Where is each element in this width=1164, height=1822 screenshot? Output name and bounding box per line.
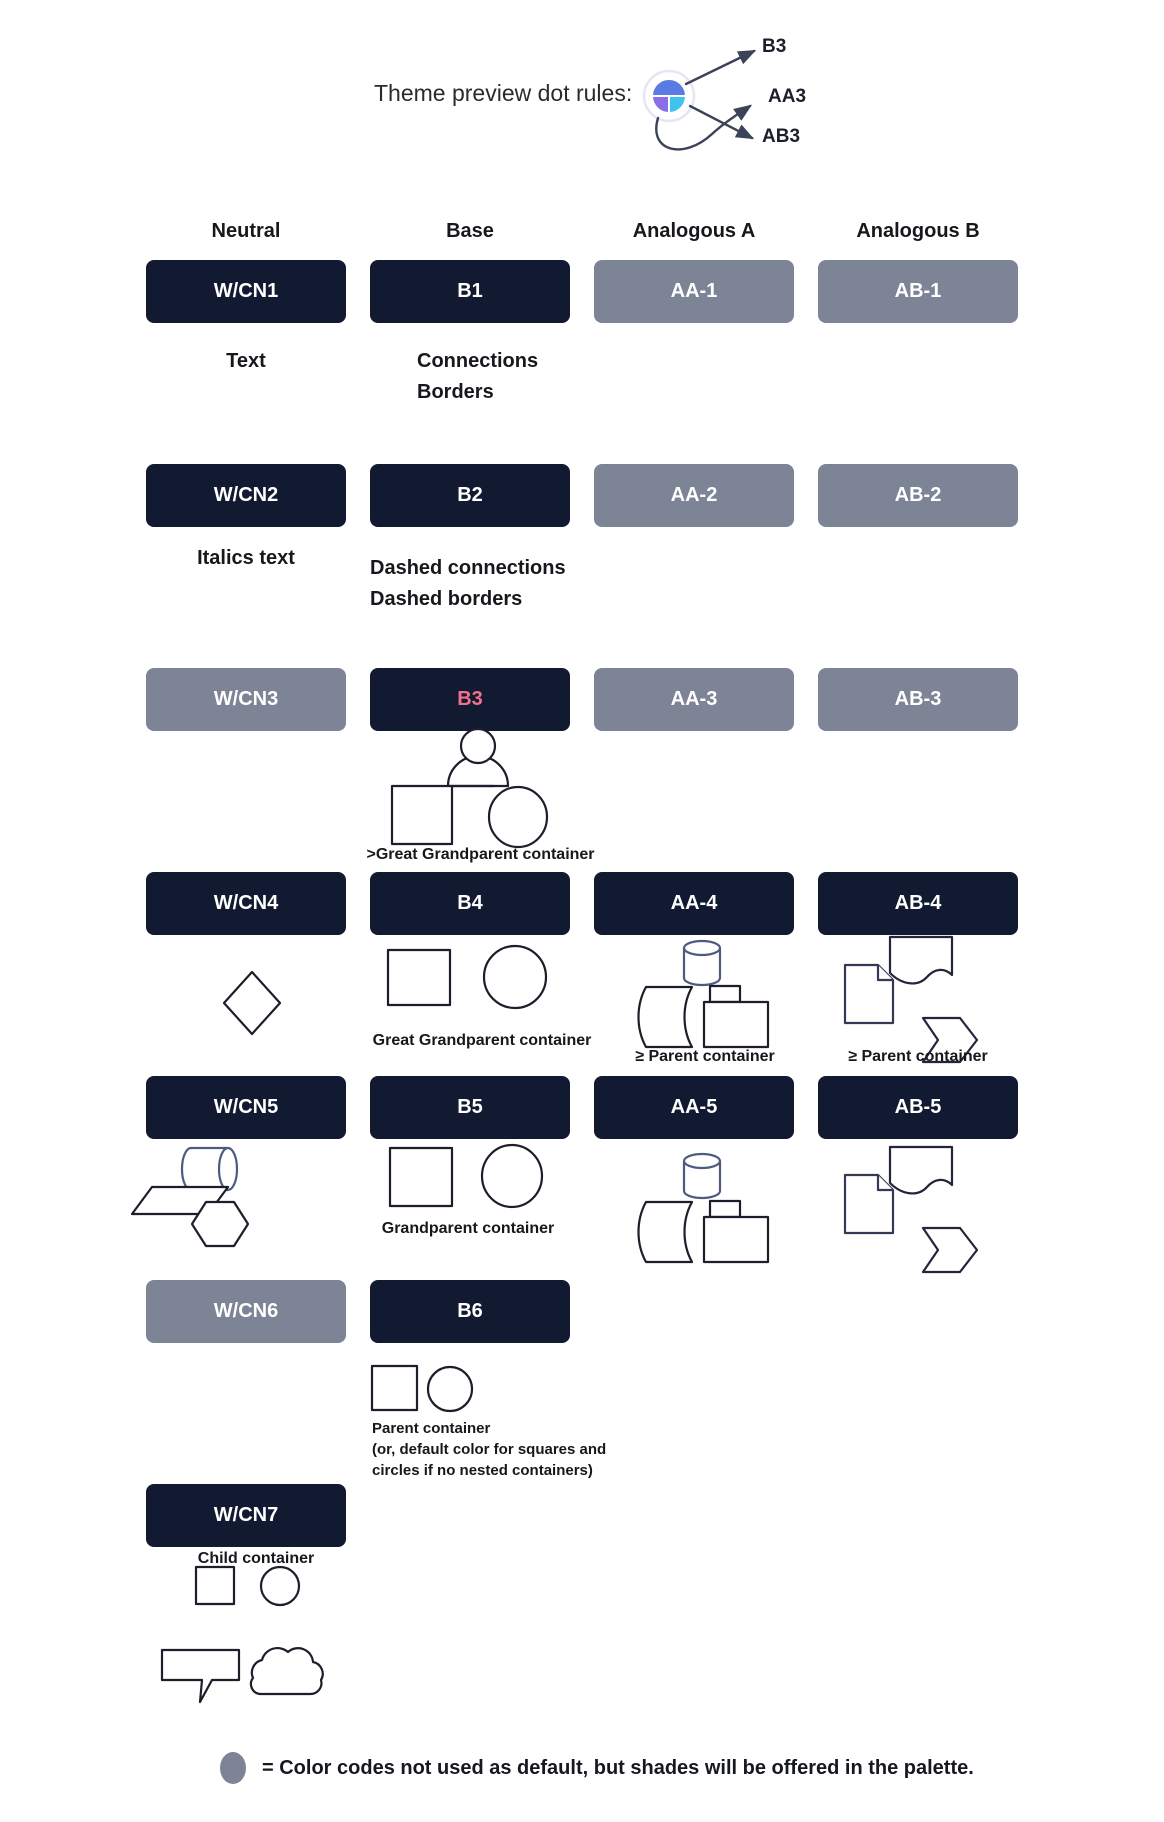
caption-great-grandparent-gt: >Great Grandparent container <box>366 846 595 863</box>
chip-wcn5: W/CN5 <box>146 1076 346 1139</box>
tab-rectangle-icon <box>710 986 740 1002</box>
wcn4-shape-group <box>220 970 290 1040</box>
page-title: Theme preview dot rules: <box>374 80 633 106</box>
caption-borders: Borders <box>417 381 494 403</box>
chip-ab3: AB-3 <box>818 668 1018 731</box>
wcn7-extra-shape-group <box>150 1630 340 1715</box>
chip-b5: B5 <box>370 1076 570 1139</box>
chip-aa2: AA-2 <box>594 464 794 527</box>
caption-parent-ab: ≥ Parent container <box>848 1048 988 1065</box>
square-icon <box>372 1366 417 1410</box>
chip-aa3: AA-3 <box>594 668 794 731</box>
chip-ab1: AB-1 <box>818 260 1018 323</box>
caption-parent-container-block <box>372 1418 672 1481</box>
arrow-to-b3 <box>686 51 754 84</box>
aa4-shape-group <box>620 930 790 1050</box>
dot-label-aa3: AA3 <box>768 86 807 107</box>
legend-text: = Color codes not used as default, but shades will be offered in the palette. <box>262 1757 974 1779</box>
square-icon <box>392 786 452 844</box>
caption-connections: Connections <box>417 350 539 372</box>
b6-shape-group <box>360 1355 500 1425</box>
chip-wcn4: W/CN4 <box>146 872 346 935</box>
dot-label-b3: B3 <box>762 36 787 57</box>
chip-b3: B3 <box>370 668 570 731</box>
rectangle-icon <box>704 1002 768 1047</box>
caption-parent-line1: Parent container <box>372 1420 491 1437</box>
caption-grandparent: Grandparent container <box>381 1220 555 1237</box>
caption-text: Text <box>226 350 266 372</box>
legend-dot-icon <box>220 1752 246 1784</box>
chip-aa4: AA-4 <box>594 872 794 935</box>
speech-bubble-icon <box>162 1650 239 1702</box>
aa5-shape-group <box>620 1145 790 1265</box>
rectangle-icon <box>704 1217 768 1262</box>
wcn7-small-shape-group <box>186 1558 306 1614</box>
column-header-base: Base <box>446 220 494 242</box>
caption-italics-text: Italics text <box>197 547 295 569</box>
chip-wcn6: W/CN6 <box>146 1280 346 1343</box>
theme-preview-dot-icon <box>590 20 850 170</box>
b5-shape-group <box>380 1140 560 1215</box>
diamond-icon <box>224 972 280 1034</box>
h-cylinder-cap-icon <box>219 1148 237 1190</box>
circle-icon <box>428 1367 472 1411</box>
caption-dashed <box>370 553 566 615</box>
caption-parent-line2: (or, default color for squares and <box>372 1441 607 1458</box>
caption-dashed-connections: Dashed connections <box>370 557 566 579</box>
chip-ab4: AB-4 <box>818 872 1018 935</box>
circle-icon <box>261 1567 299 1605</box>
chip-wcn3: W/CN3 <box>146 668 346 731</box>
chevron-icon <box>923 1228 977 1272</box>
column-header-neutral: Neutral <box>211 220 281 242</box>
ab5-shape-group <box>830 1135 990 1280</box>
chip-b6: B6 <box>370 1280 570 1343</box>
cylinder-top-icon <box>684 1154 720 1168</box>
circle-icon <box>489 787 547 847</box>
chip-ab5: AB-5 <box>818 1076 1018 1139</box>
chip-aa5: AA-5 <box>594 1076 794 1139</box>
caption-dashed-borders: Dashed borders <box>370 588 523 610</box>
square-icon <box>390 1148 452 1206</box>
chip-b4: B4 <box>370 872 570 935</box>
person-head-icon <box>461 729 495 763</box>
chip-wcn1: W/CN1 <box>146 260 346 323</box>
cloud-icon <box>251 1648 323 1694</box>
wave-banner-icon <box>890 1147 952 1193</box>
chip-wcn7: W/CN7 <box>146 1484 346 1547</box>
caption-great-grandparent: Great Grandparent container <box>372 1032 592 1049</box>
dot-label-ab3: AB3 <box>762 126 801 147</box>
stored-data-icon <box>639 987 693 1047</box>
b3-shape-group <box>360 720 600 860</box>
cylinder-top-icon <box>684 941 720 955</box>
caption-child-container: Child container <box>197 1550 315 1567</box>
wave-banner-icon <box>890 937 952 983</box>
chip-ab2: AB-2 <box>818 464 1018 527</box>
stored-data-icon <box>639 1202 693 1262</box>
wcn5-shape-group <box>125 1135 275 1250</box>
b4-shape-group <box>380 940 560 1015</box>
column-header-analogous-b: Analogous B <box>856 220 980 242</box>
caption-parent-aa: ≥ Parent container <box>635 1048 775 1065</box>
square-icon <box>196 1567 234 1604</box>
square-icon <box>388 950 450 1005</box>
chip-wcn2: W/CN2 <box>146 464 346 527</box>
chip-b2: B2 <box>370 464 570 527</box>
ab4-shape-group <box>830 925 990 1065</box>
column-header-analogous-a: Analogous A <box>632 220 756 242</box>
chip-aa1: AA-1 <box>594 260 794 323</box>
circle-icon <box>484 946 546 1008</box>
circle-icon <box>482 1145 542 1207</box>
caption-parent-line3: circles if no nested containers) <box>372 1462 593 1479</box>
caption-connections-borders <box>417 346 538 408</box>
chip-b1: B1 <box>370 260 570 323</box>
tab-rectangle-icon <box>710 1201 740 1217</box>
